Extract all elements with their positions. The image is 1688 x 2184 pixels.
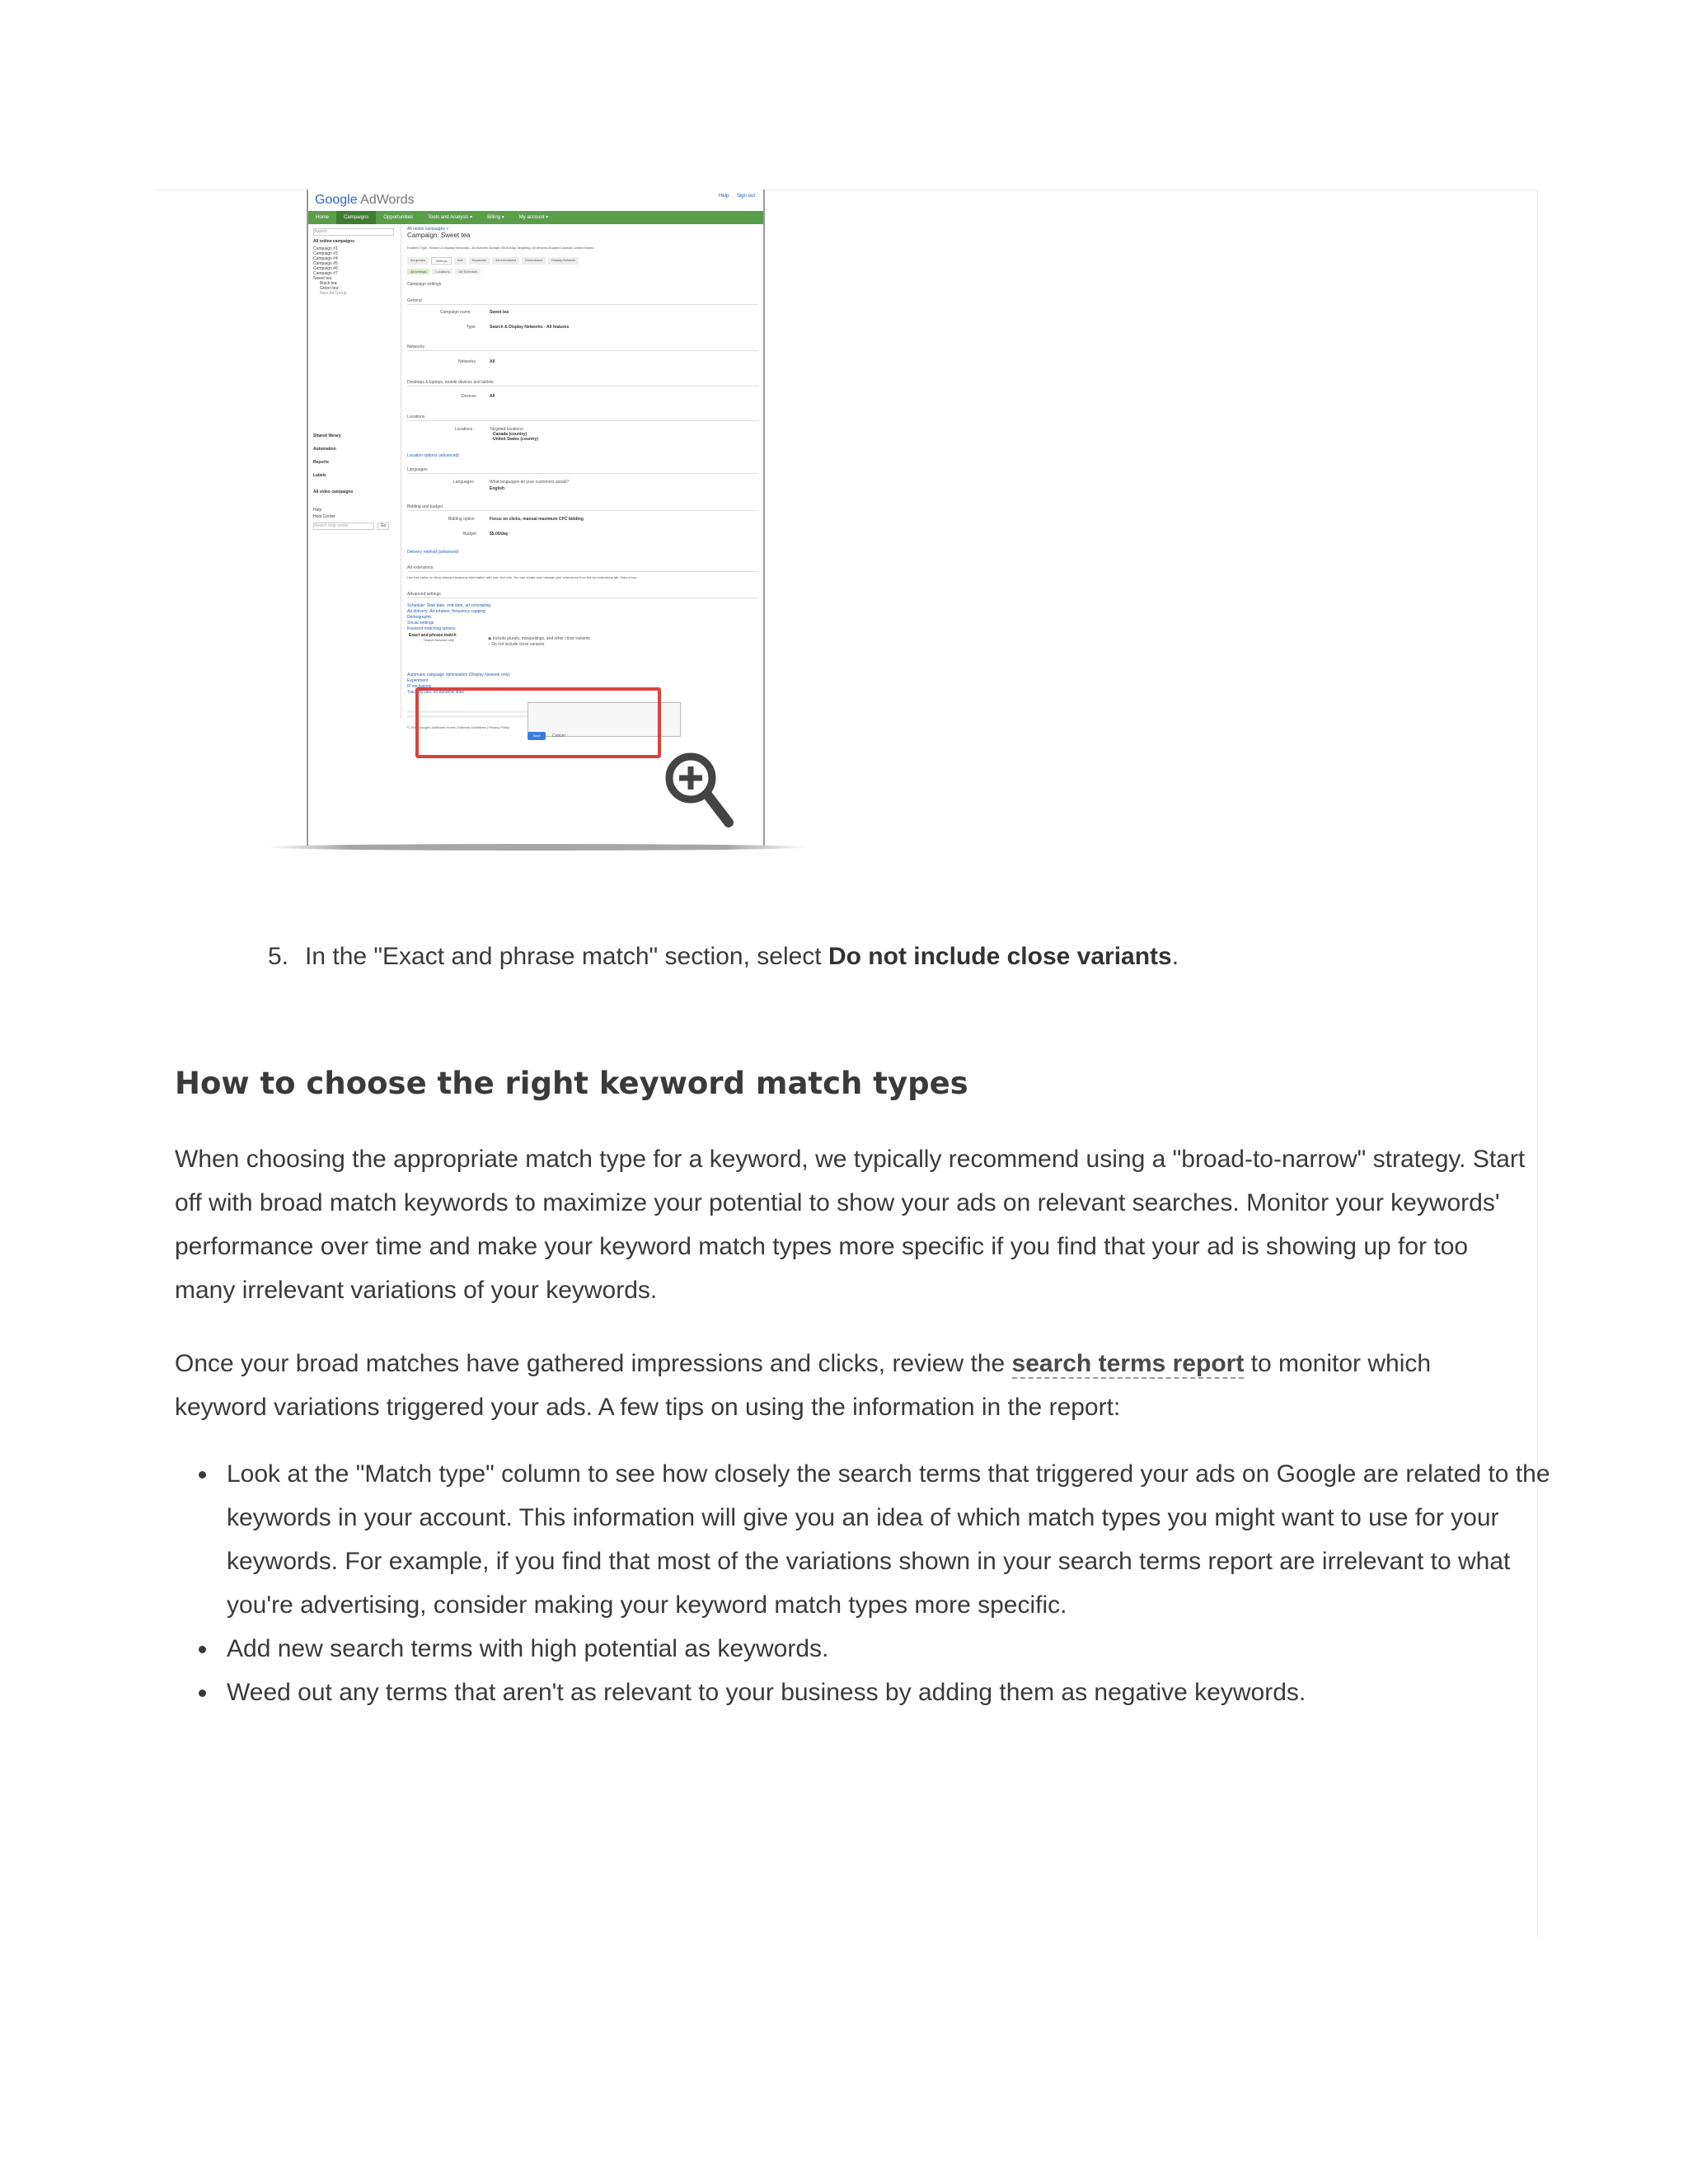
nav-my-account: My account ▾ [518,215,549,220]
logo-product-text: AdWords [360,193,415,207]
list-item: Look at the "Match type" column to see how closely the search terms that triggered your ads on Google are related to the keywords in your account. This information will give you an idea of which match types you might want to use for your keywords. For example, if you find that most of the variations shown in your search terms report are irrelevant to what you're advertising, consider making your keyword match types more specific. [227,1452,1578,1627]
advanced-item: Keyword matching options [407,626,456,631]
help-link: Help [718,194,729,199]
general-heading: General [407,298,422,303]
zoom-in-icon[interactable] [663,750,734,831]
advanced-item: Schedule: Start date, end date, ad scheduling [407,603,491,608]
section-heading: How to choose the right keyword match types [175,1066,968,1101]
tab-ad-groups: Ad groups [407,257,429,265]
sidebar-link: Reports [313,460,329,465]
advanced-item: Social settings [407,621,434,626]
adwords-nav [308,211,763,224]
sidebar-campaign: Sweet tea [313,276,332,281]
help-go-button [377,523,389,530]
networks-heading: Networks [407,344,424,349]
sidebar-search-placeholder: Search [314,229,327,234]
cancel-button: Cancel [552,733,565,738]
tab-ads: Ads [454,257,467,265]
sidebar-campaign: Campaign #1 [313,246,338,251]
budget-value: $5.00/day [490,532,509,537]
sidebar-campaign: Campaign #7 [313,271,338,276]
search-network-only: Search Network only [424,638,454,642]
more-item: Automatic campaign optimization (Display Network only) [407,673,510,677]
sidebar-link: Labels [313,473,326,478]
tab-display-network: Display Network [548,257,579,265]
sidebar-adgroup: New Ad Group [320,291,347,296]
sign-out-link: Sign out [736,194,755,199]
targeted-locations: Targeted locations: [490,427,524,432]
advanced-item: Demographic [407,615,432,620]
sidebar-campaign: Campaign #3 [313,251,338,256]
subtab-locations: Locations [432,269,452,274]
devices-value: All [490,394,495,399]
budget-label: Budget [463,532,476,537]
campaign-settings-heading: Campaign settings [407,282,442,287]
bidding-label: Bidding option [448,517,475,522]
campaign-title: Campaign: Sweet tea [407,232,471,239]
sidebar-adgroup: Green tea [320,286,339,291]
sidebar-campaign: Campaign #5 [313,261,338,266]
location-options-link: Location options (advanced) [407,453,459,458]
subtab-ad-schedule: Ad Schedule [455,269,481,274]
bidding-heading: Bidding and budget [407,504,443,509]
option-include-label: Include plurals, misspellings, and other close variants [492,636,590,641]
settings-subtabs [407,269,481,274]
help-search-input [313,523,374,530]
languages-value: English [490,486,505,491]
locations-label: Locations [455,427,473,432]
subtab-all-settings: All settings [407,269,429,274]
adwords-screenshot[interactable] [307,190,765,846]
figure-shadow [265,844,809,851]
save-label: Save [532,733,541,738]
search-terms-report-link[interactable]: search terms report [1011,1350,1245,1377]
paragraph-broad-to-narrow: When choosing the appropriate match type for a keyword, we typically recommend using a "broad-to-narrow" strategy. Start off with broad match keywords to maximize your potential to show your ads on relevant searches. Monitor your keywords' performance over time and make your keyword match types more specific if you find that your ad is showing up for too many irrelevant variations of your keywords. [175,1146,1526,1304]
sidebar-link: Shared library [313,434,341,438]
advanced-heading: Advanced settings [407,592,441,597]
help-go-label: Go [380,523,387,528]
tab-settings: Settings [431,257,451,265]
devices-heading: Desktops & laptops, mobile devices and tablets [407,380,494,385]
more-item: Tracking URL for dynamic links [407,690,464,695]
locations-heading: Locations [407,415,425,419]
logo-google-text: Google [315,193,358,207]
type-value: Search & Display Networks - All features [490,325,570,330]
networks-value: All [490,359,495,364]
highlight-box [415,687,661,758]
paragraph-search-terms [175,1342,1526,1429]
languages-question: What languages do your customers speak? [490,480,570,485]
tab-ad-extensions: Ad extensions [492,257,519,265]
campaign-name-label: Campaign name [440,310,471,315]
step-text-end: . [1171,943,1179,970]
step-5 [268,940,1504,974]
step-bold-option: Do not include close variants [828,943,1172,970]
nav-opportunities: Opportunities [383,215,414,220]
languages-label: Languages [453,480,474,485]
tab-dimensions: Dimensions [522,257,546,265]
help-search-placeholder: Search help center [314,523,349,528]
sidebar-help: Help [313,508,322,513]
sidebar-search [313,228,394,236]
location-item: Canada (country) [493,432,528,437]
campaign-name-value: Sweet tea [490,310,509,315]
more-item: Experiment [407,678,429,683]
sidebar-help-center: Help Center [313,514,335,519]
nav-campaigns: Campaigns [336,211,376,224]
location-item: United States (country) [493,437,539,442]
networks-label: Networks [458,359,476,364]
status-line: Enabled Type: Search & Display Networks - All features Budget: $5.00/day Targeting: All devices English Canada; United States [407,246,594,250]
step-text: In the "Exact and phrase match" section, select [305,943,828,970]
para2-text: Once your broad matches have gathered impressions and clicks, review the [175,1350,1012,1377]
bidding-value: Focus on clicks, manual maximum CPC bidding [490,517,584,522]
sidebar-link: Automation [313,447,336,452]
adwords-logo [315,193,415,208]
nav-tools: Tools and Analysis ▾ [428,215,473,220]
breadcrumb: All online campaigns > [407,227,449,232]
ad-extensions-text: Use this option to show relevant business information with your text ads. You can create and manage your extensions from the Ad extensions tab. Take a tour [407,575,637,579]
sidebar-campaign: Campaign #6 [313,266,338,271]
tab-keywords: Keywords [469,257,490,265]
sidebar-adgroup: Black tea [320,281,337,286]
type-label: Type [467,325,476,330]
para2-text-end: to monitor which keyword variations triggered your ads. A few tips on using the information in the report: [175,1350,1432,1421]
ad-extensions-heading: Ad extensions [407,565,434,570]
advanced-item: Ad delivery: Ad rotation, frequency capping [407,609,486,614]
sidebar-heading: All online campaigns [313,239,355,244]
exact-phrase-label: Exact and phrase match [409,633,457,638]
nav-billing: Billing ▾ [487,215,504,220]
option-include-variants: ◉ Include plurals, misspellings, and other close variants [488,636,590,641]
nav-home: Home [316,215,330,220]
list-item: Weed out any terms that aren't as relevant to your business by adding them as negative keywords. [227,1671,1578,1714]
more-item: IP exclusions [407,684,432,689]
sidebar-video: All video campaigns [313,490,354,494]
devices-label: Devices [462,394,476,399]
sidebar-campaign: Campaign #4 [313,256,338,261]
delivery-method-link: Delivery method (advanced) [407,550,459,555]
option-no-variants-label: Do not include close variants [491,642,545,647]
adwords-footer: © 2012 Google | AdWords Home | Editorial Guidelines | Privacy Policy [407,725,510,729]
list-item: Add new search terms with high potential as keywords. [227,1627,1578,1671]
adwords-sidebar [308,224,401,719]
tips-list [175,1452,1578,1714]
option-no-variants: ○ Do not include close variants [488,642,545,647]
top-links [712,194,755,199]
campaign-tabs [407,257,579,265]
step-number: 5. [268,943,289,970]
languages-heading: Languages [407,467,428,472]
